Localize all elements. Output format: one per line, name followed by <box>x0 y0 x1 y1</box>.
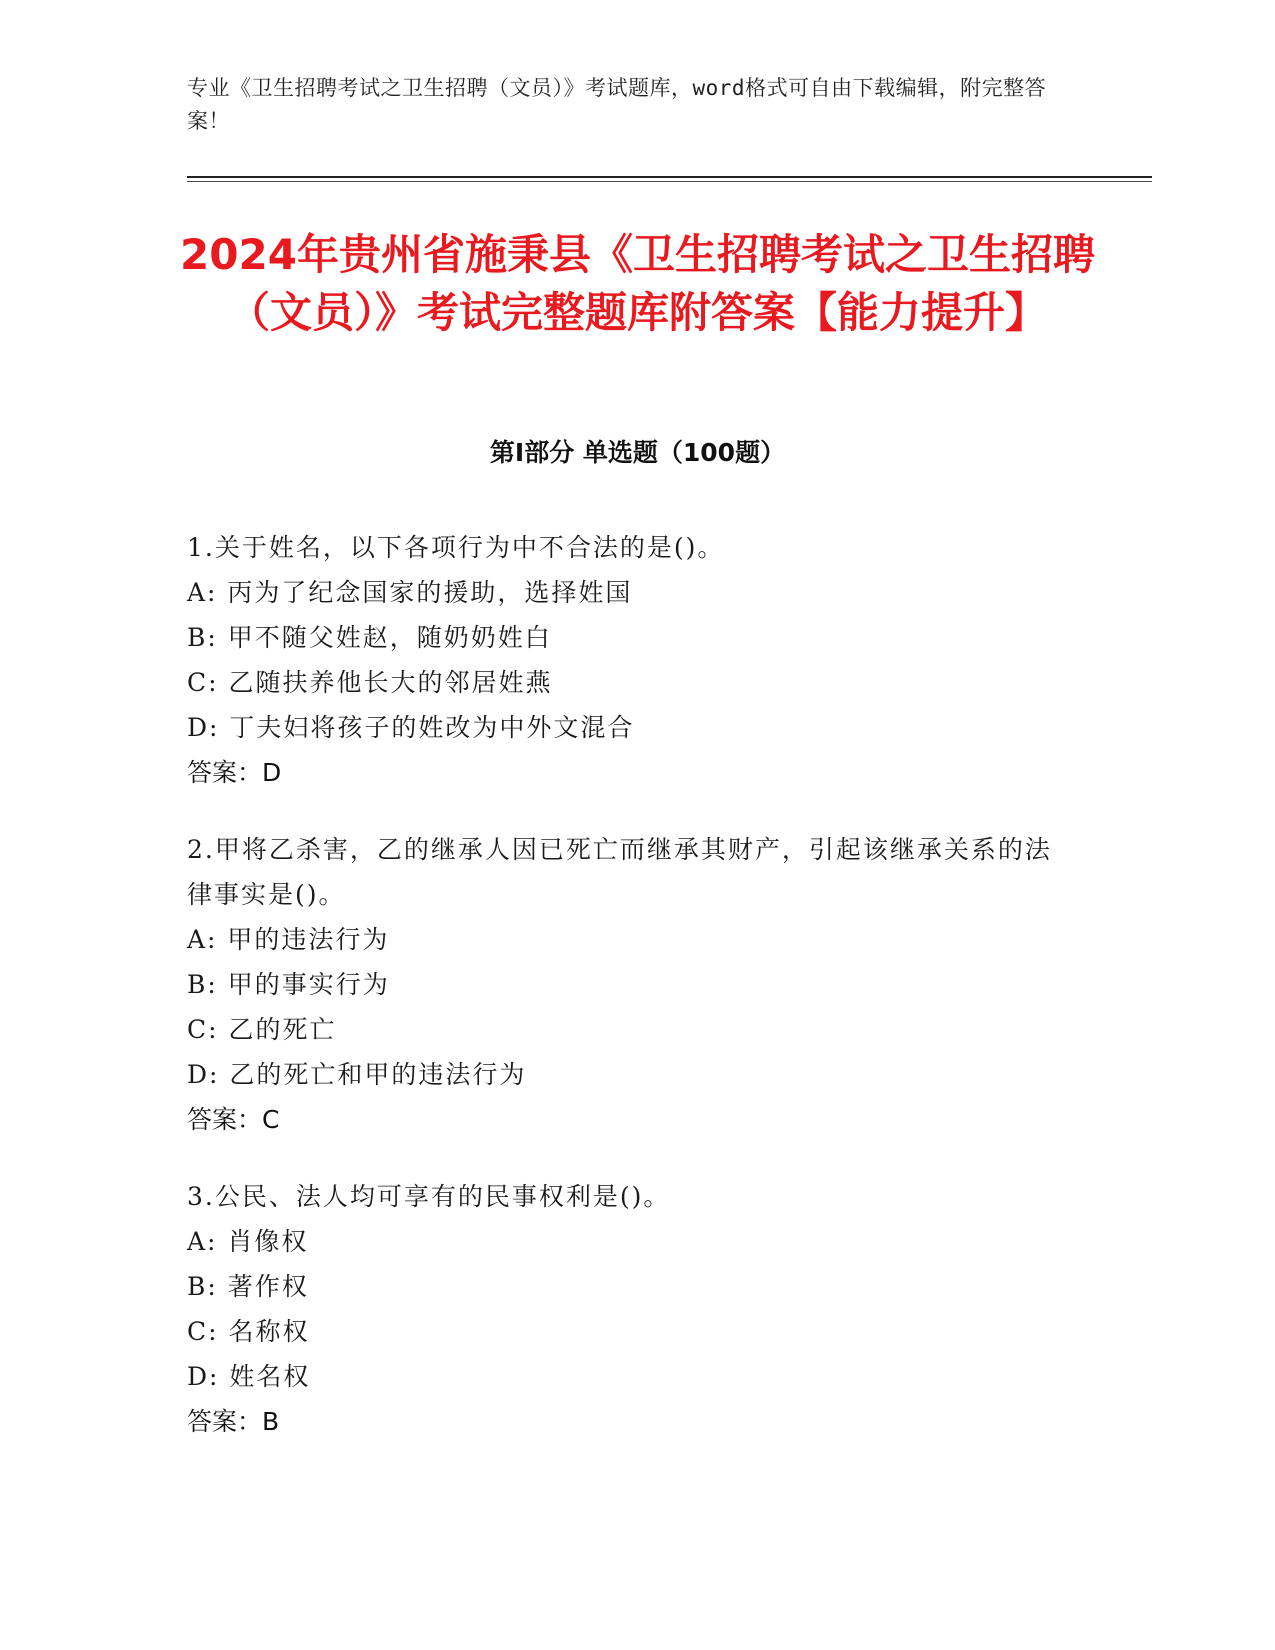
option-a: A: 肖像权 <box>187 1227 309 1256</box>
header-divider-thin <box>187 181 1152 182</box>
option-a: A: 丙为了纪念国家的援助，选择姓国 <box>187 578 633 607</box>
header-divider-thick <box>187 176 1152 178</box>
section-heading: 第Ⅰ部分 单选题（100题） <box>489 438 786 467</box>
option-c: C: 名称权 <box>187 1317 310 1346</box>
question-item <box>187 827 1067 1142</box>
option-a: A: 甲的违法行为 <box>187 925 390 954</box>
answer-line: 答案：D <box>187 758 282 787</box>
option-d: D: 乙的死亡和甲的违法行为 <box>187 1060 527 1089</box>
option-b: B: 甲不随父姓赵，随奶奶姓白 <box>187 623 552 652</box>
option-c: C: 乙的死亡 <box>187 1015 337 1044</box>
question-stem: 2.甲将乙杀害，乙的继承人因已死亡而继承其财产，引起该继承关系的法律事实是()。 <box>187 835 1052 909</box>
option-c: C: 乙随扶养他长大的邻居姓燕 <box>187 668 553 697</box>
option-d: D: 姓名权 <box>187 1362 311 1391</box>
question-stem: 1.关于姓名，以下各项行为中不合法的是()。 <box>187 533 725 562</box>
option-b: B: 甲的事实行为 <box>187 970 390 999</box>
document-title: 2024年贵州省施秉县《卫生招聘考试之卫生招聘（文员）》考试完整题库附答案【能力提升】 <box>180 230 1095 337</box>
option-b: B: 著作权 <box>187 1272 309 1301</box>
question-list <box>187 525 1067 1476</box>
header-note: 专业《卫生招聘考试之卫生招聘（文员）》考试题库，word格式可自由下载编辑，附完整答案！ <box>187 76 1047 133</box>
question-item <box>187 1174 1067 1444</box>
option-d: D: 丁夫妇将孩子的姓改为中外文混合 <box>187 713 635 742</box>
answer-line: 答案：C <box>187 1105 280 1134</box>
answer-line: 答案：B <box>187 1407 280 1436</box>
question-item <box>187 525 1067 795</box>
question-stem: 3.公民、法人均可享有的民事权利是()。 <box>187 1182 671 1211</box>
